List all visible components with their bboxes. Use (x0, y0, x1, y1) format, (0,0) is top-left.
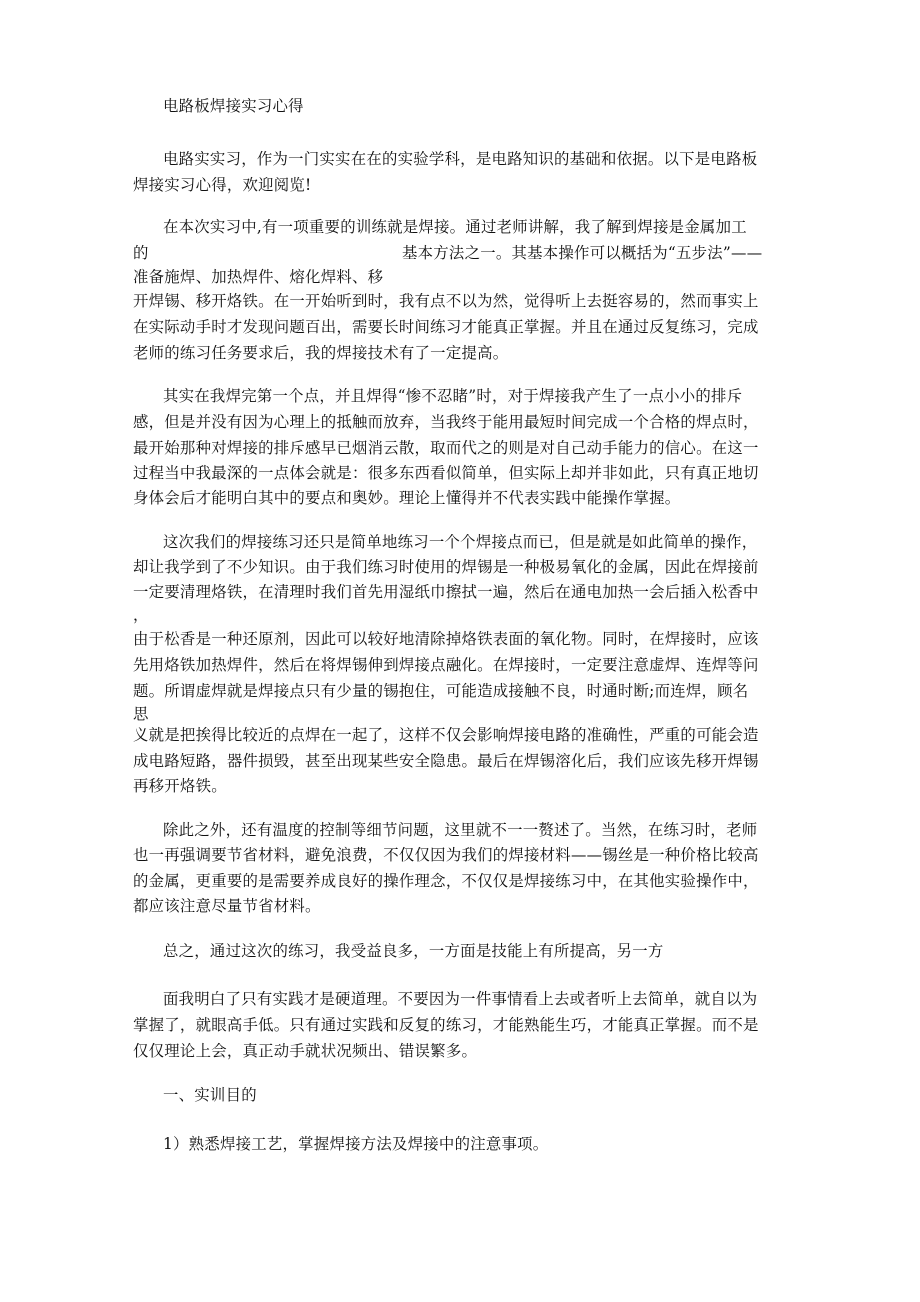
paragraph-line: 都应该注意尽量节省材料。 (133, 897, 321, 915)
paragraph-line: 焊接实习心得，欢迎阅览! (133, 176, 312, 194)
paragraph-line: 却让我学到了不少知识。由于我们练习时使用的焊锡是一种极易氧化的金属，因此在焊接前 (133, 558, 759, 576)
paragraph-line: 在实际动手时才发现问题百出，需要长时间练习才能真正掌握。并且在通过反复练习，完成 (133, 318, 759, 336)
section-heading: 一、实训目的 (163, 1086, 257, 1104)
paragraph-line: 基本方法之一。其基本操作可以概括为“五步法”—— (402, 244, 763, 262)
paragraph-line: 电路实实习，作为一门实实在在的实验学科，是电路知识的基础和依据。以下是电路板 (163, 150, 758, 168)
paragraph-line: 老师的练习任务要求后，我的焊接技术有了一定提高。 (133, 344, 509, 362)
paragraph-line: 感，但是并没有因为心理上的抵触而放弃，当我终于能用最短时间完成一个合格的焊点时， (133, 413, 759, 431)
paragraph-line: 身体会后才能明白其中的要点和奥妙。理论上懂得并不代表实践中能操作掌握。 (133, 489, 681, 507)
paragraph-line: 再移开烙铁。 (133, 777, 227, 795)
paragraph-line: 的 (133, 244, 149, 262)
paragraph-line: 过程当中我最深的一点体会就是：很多东西看似简单，但实际上却并非如此，只有真正地切 (133, 464, 759, 482)
paragraph-line: 面我明白了只有实践才是硬道理。不要因为一件事情看上去或者听上去简单，就自以为 (163, 990, 758, 1008)
paragraph-line: 的金属，更重要的是需要养成良好的操作理念，不仅仅是焊接练习中，在其他实验操作中， (133, 872, 759, 890)
paragraph-line: 在本次实习中,有一项重要的训练就是焊接。通过老师讲解，我了解到焊接是金属加工 (163, 218, 747, 236)
paragraph-line: 掌握了，就眼高手低。只有通过实践和反复的练习，才能熟能生巧，才能真正掌握。而不是 (133, 1016, 759, 1034)
paragraph-line: 成电路短路，器件损毁，甚至出现某些安全隐患。最后在焊锡溶化后，我们应该先移开焊锡 (133, 752, 759, 770)
paragraph-line: 先用烙铁加热焊件，然后在将焊锡伸到焊接点融化。在焊接时，一定要注意虚焊、连焊等问 (133, 656, 759, 674)
paragraph-line: 准备施焊、加热焊件、熔化焊料、移 (133, 268, 384, 286)
paragraph-line: 一定要清理烙铁，在清理时我们首先用湿纸巾擦拭一遍，然后在通电加热一会后插入松香中 (133, 583, 759, 601)
paragraph-line: 总之，通过这次的练习，我受益良多，一方面是技能上有所提高，另一方 (163, 942, 664, 960)
paragraph-line: 其实在我焊完第一个点，并且焊得“惨不忍睹”时，对于焊接我产生了一点小小的排斥 (163, 387, 743, 405)
paragraph-line: 义就是把挨得比较近的点焊在一起了，这样不仅会影响焊接电路的准确性，严重的可能会造 (133, 726, 759, 744)
paragraph-line: 题。所谓虚焊就是焊接点只有少量的锡抱住，可能造成接触不良，时通时断;而连焊，顾名 (133, 682, 749, 700)
paragraph-line: 由于松香是一种还原剂，因此可以较好地清除掉烙铁表面的氧化物。同时，在焊接时，应该 (133, 630, 759, 648)
paragraph-line: 仅仅理论上会，真正动手就状况频出、错误繁多。 (133, 1042, 478, 1060)
paragraph-line: ， (133, 606, 149, 624)
document-title: 电路板焊接实习心得 (163, 97, 304, 115)
paragraph-line: 这次我们的焊接练习还只是简单地练习一个个焊接点而已，但是就是如此简单的操作， (163, 533, 758, 551)
paragraph-line: 开焊锡、移开烙铁。在一开始听到时，我有点不以为然，觉得听上去挺容易的，然而事实上 (133, 292, 759, 310)
paragraph-line: 也一再强调要节省材料，避免浪费，不仅仅因为我们的焊接材料——锡丝是一种价格比较高 (133, 846, 759, 864)
paragraph-line: 除此之外，还有温度的控制等细节问题，这里就不一一赘述了。当然，在练习时，老师 (163, 821, 758, 839)
paragraph-line: 思 (133, 705, 149, 723)
list-item: 1）熟悉焊接工艺，掌握焊接方法及焊接中的注意事项。 (163, 1135, 549, 1153)
paragraph-line: 最开始那种对焊接的排斥感早已烟消云散，取而代之的则是对自己动手能力的信心。在这一 (133, 439, 759, 457)
